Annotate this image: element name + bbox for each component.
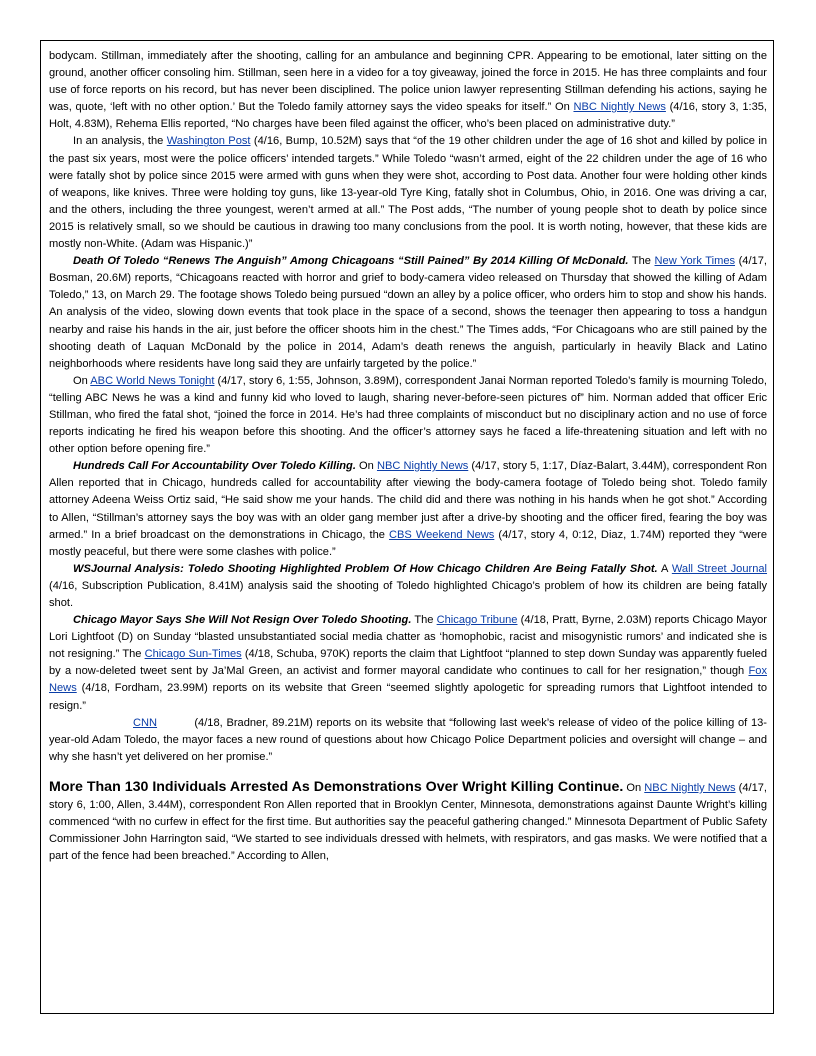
link-chicago-tribune[interactable]: Chicago Tribune [436, 614, 518, 627]
headline-mayor-not-resign: Chicago Mayor Says She Will Not Resign Over Toledo Shooting. [73, 614, 412, 627]
link-new-york-times[interactable]: New York Times [654, 255, 736, 268]
link-wall-street-journal[interactable]: Wall Street Journal [671, 562, 768, 575]
link-cnn[interactable]: CNN [133, 716, 158, 729]
paragraph-nyt-anguish: Death Of Toledo “Renews The Anguish” Among Chicagoans “Still Pained” By 2014 Killing Of McDonald. The New York Times (4/17, Bosman, 20.6M) reports, “Chicagoans reacted with horror and grief to body-camera video released on Thursday that showed the killing of Adam Toledo,” 13, on March 29. The footage shows Toledo being pursued “down an alley by a police officer, who orders him to stop and show his hands. An analysis of the video, slowing down events that took place in the space of a second, shows the teenager then appearing to toss a handgun nearby and raise his hands in the air, just before the officer shoots him in the chest.” The Times adds, “For Chicagoans who are still pained by the shooting death of Laquan McDonald by the police in 2014, Adam’s death renews the anguish, particularly in heavily Black and Latino neighborhoods where residents have long said they are unfairly targeted by the police.” [49, 255, 767, 370]
headline-wright-arrests: More Than 130 Individuals Arrested As Demonstrations Over Wright Killing Continue. [49, 778, 624, 795]
paragraph-wsj-analysis: WSJournal Analysis: Toledo Shooting Highlighted Problem Of How Chicago Children Are Being Fatally Shot. A Wall Street Journal (4/16, Subscription Publication, 8.41M) analysis said the shooting of Toledo highlighted Chicago’s problem of how its children are being fatally shot. [49, 562, 768, 609]
link-nbc-nightly-news-3[interactable]: NBC Nightly News [644, 781, 736, 794]
paragraph-washington-post-analysis: In an analysis, the Washington Post (4/16, Bump, 10.52M) says that “of the 19 other children under the age of 16 shot and killed by police in the past six years, most were the police officers’ intended targets.” While Toledo “wasn’t armed, eight of the 22 children under the age of 16 who were fatally shot by police since 2015 were armed with guns when they were shot, according to Post data. Another four were holding other kinds of weapons, like knives. Three were holding toy guns, like 13-year-old Tyre King, fatally shot in Columbus, Ohio, in 2016. One was driving a car, and the others, including the three youngest, weren’t armed at all.” The Post adds, “The number of young people shot to death by police since 2015 is relatively small, so we should be cautious in drawing too many conclusions from the pool. It is worth noting, however, that these kids are mostly non-White. (Adam was Hispanic.)” [49, 135, 767, 251]
paragraph-accountability: Hundreds Call For Accountability Over Toledo Killing. On NBC Nightly News (4/17, story 5, 1:17, Díaz-Balart, 3.44M), correspondent Ron Allen reported that in Chicago, hundreds called for accountability after viewing the body-camera footage of Toledo being shot. Toledo family attorney Adeena Weiss Ortiz said, “He said show me your hands. The child did and there was nothing in his hands when he got shot.” According to Allen, “Stillman’s attorney says the boy was with an older gang member just after a drive-by shooting and the officer fired, fearing the boy was armed.” In a brief broadcast on the demonstrations in Chicago, the CBS Weekend News (4/17, story 4, 0:12, Diaz, 1.74M) reported they “were mostly peaceful, but there were some clashes with police.” [49, 460, 767, 558]
headline-hundreds-call: Hundreds Call For Accountability Over Toledo Killing. [73, 460, 356, 473]
link-fox-news[interactable]: Fox News [49, 665, 767, 695]
link-nbc-nightly-news[interactable]: NBC Nightly News [573, 101, 666, 114]
document-body [49, 48, 767, 865]
link-washington-post[interactable]: Washington Post [166, 135, 251, 148]
headline-wsj-analysis: WSJournal Analysis: Toledo Shooting Highlighted Problem Of How Chicago Children Are Being Fatally Shot. [73, 562, 658, 575]
link-nbc-nightly-news-2[interactable]: NBC Nightly News [376, 460, 469, 473]
paragraph-wright-demonstrations: More Than 130 Individuals Arrested As Demonstrations Over Wright Killing Continue. On NBC Nightly News (4/17, story 6, 1:00, Allen, 3.44M), correspondent Ron Allen reported that in Brooklyn Center, Minnesota, demonstrations against Daunte Wright’s killing commenced “with no curfew in effect for the first time. But authorities say the peaceful gathering changed.” Minnesota Department of Public Safety Commissioner John Harrington said, “We started to see individuals dressed with helmets, with respirators, and gas masks. We were notified that a part of the fence had been breached.” According to Allen, [49, 778, 768, 863]
headline-renews-anguish: Death Of Toledo “Renews The Anguish” Among Chicagoans “Still Pained” By 2014 Killing Of McDonald. [73, 255, 629, 268]
paragraph-bodycam: bodycam. Stillman, immediately after the shooting, calling for an ambulance and beginning CPR. Appearing to be emotional, later sitting on the ground, another officer consoling him. Stillman, seen here in a video for a toy giveaway, joined the force in 2015. He has three complaints and four use of force reports on his record, but has never been disciplined. The police union lawyer representing Stillman defending his actions, saying he was, quote, ‘left with no other option.’ But the Toledo family attorney says the video speaks for itself.” On NBC Nightly News (4/16, story 3, 1:35, Holt, 4.83M), Rehema Ellis reported, “No charges have been filed against the officer, who’s been placed on administrative duty.” [49, 50, 767, 131]
paragraph-abc-world-news: On ABC World News Tonight (4/17, story 6, 1:55, Johnson, 3.89M), correspondent Janai Norman reported Toledo’s family is mourning Toledo, “telling ABC News he was a kind and funny kid who loved to laugh, sharing never-before-seen pictures of” him. Norman added that officer Eric Stillman, who fired the fatal shot, “joined the force in 2014. He’s had three complaints of misconduct but no disciplinary action and no use of force reports indicating he fired his weapon before this shooting. And the officer’s attorney says he faced a life-threatening situation and left with no other option before opening fire.” [49, 374, 767, 456]
link-chicago-sun-times[interactable]: Chicago Sun-Times [144, 648, 242, 661]
link-cbs-weekend-news[interactable]: CBS Weekend News [389, 528, 495, 541]
link-abc-world-news-tonight[interactable]: ABC World News Tonight [90, 374, 215, 387]
paragraph-cnn: CNN (4/18, Bradner, 89.21M) reports on its website that “following last week’s release of video of the police killing of 13-year-old Adam Toledo, the mayor faces a new round of questions about how Chicago Police Department policies and oversight will change – and why she hasn’t yet delivered on her promise.” [49, 716, 767, 763]
paragraph-mayor-resign: Chicago Mayor Says She Will Not Resign Over Toledo Shooting. The Chicago Tribune (4/18, Pratt, Byrne, 2.03M) reports Chicago Mayor Lori Lightfoot (D) on Sunday “blasted unsubstantiated social media chatter as ‘homophobic, racist and misogynistic rumors’ and indicated she is not resigning.” The Chicago Sun-Times (4/18, Schuba, 970K) reports the claim that Lightfoot “planned to step down Sunday was apparently fueled by a now-deleted tweet sent by Ja’Mal Green, an activist and former mayoral candidate who continues to call for her resignation,” though Fox News (4/18, Fordham, 23.99M) reports on its website that Green “seemed slightly apologetic for spreading rumors that Lightfoot intended to resign.” [49, 614, 767, 712]
